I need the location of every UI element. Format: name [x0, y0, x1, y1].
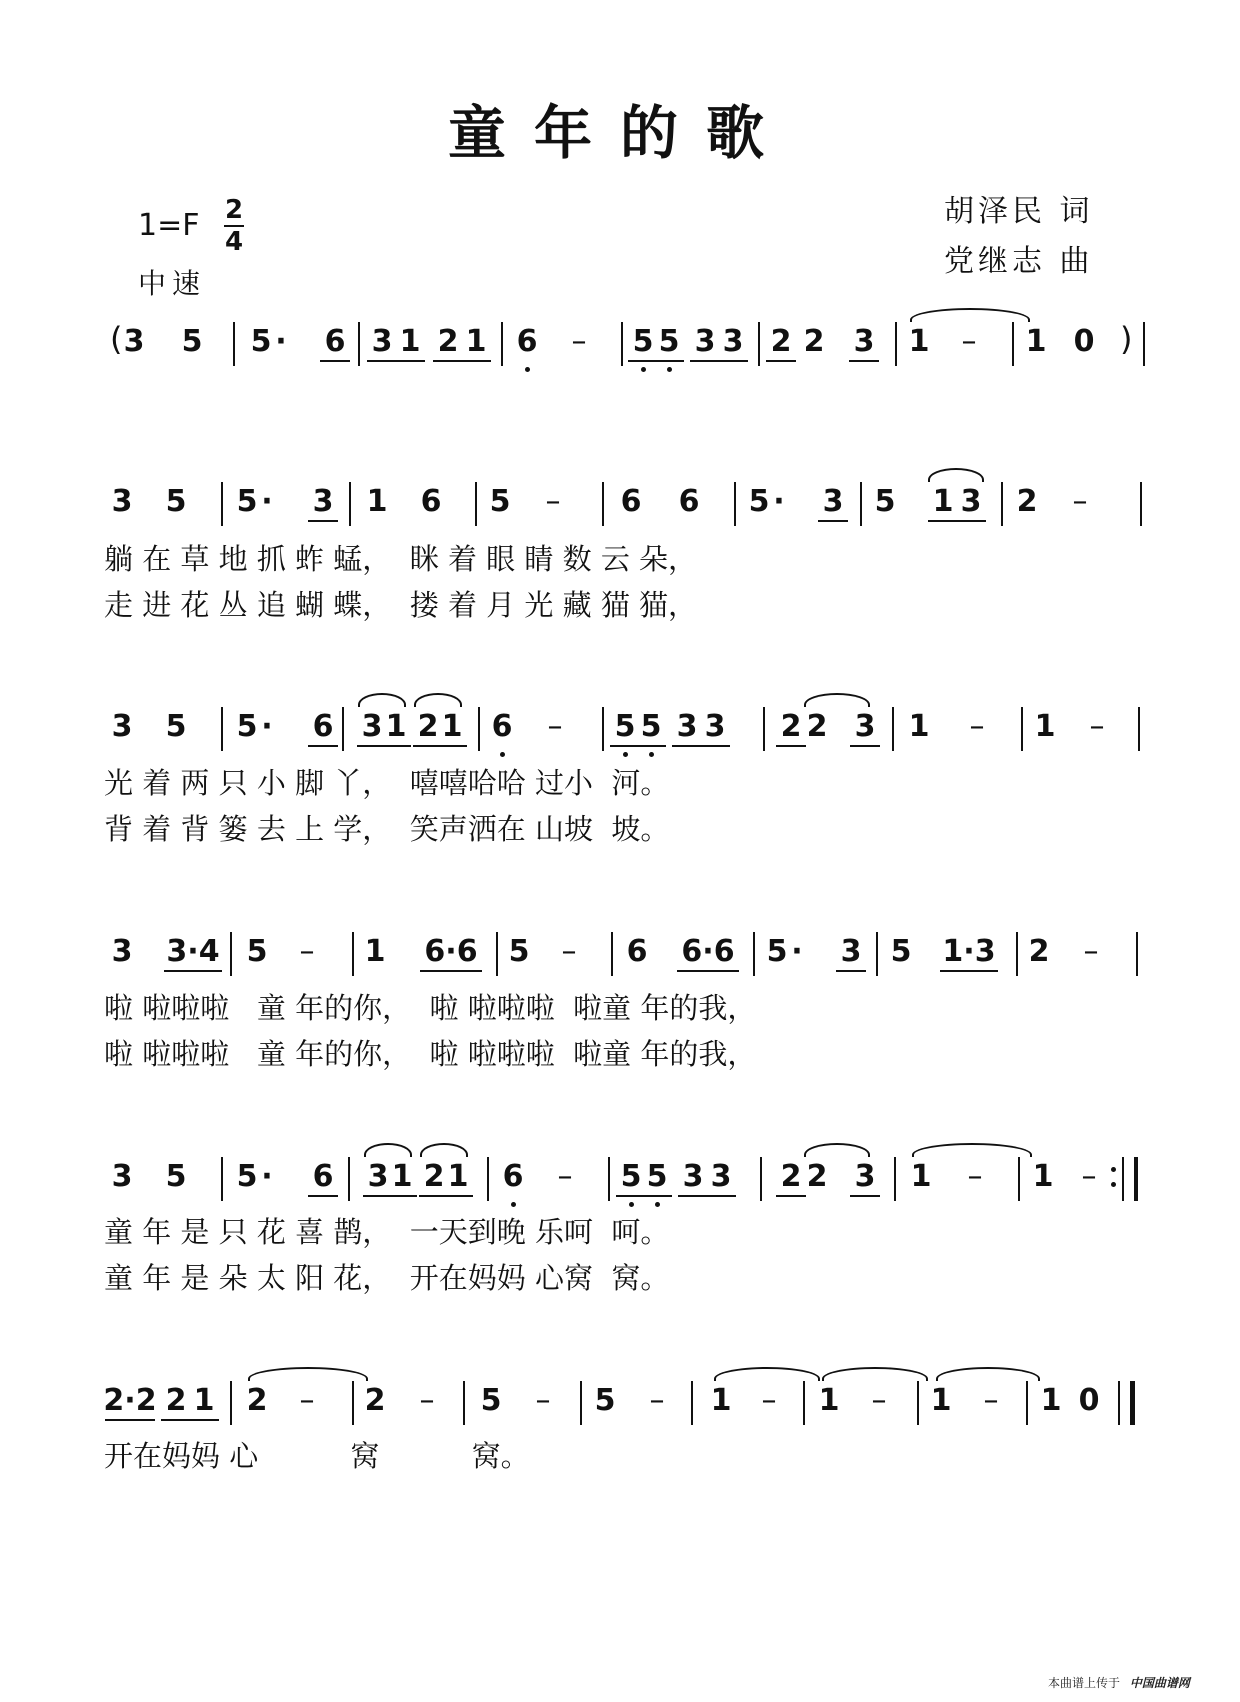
lyric-line: 啦 啦啦啦 童 年的你， 啦 啦啦啦 啦童 年的我， — [104, 991, 757, 1025]
note: 2 — [1016, 484, 1038, 519]
barline — [1138, 707, 1140, 751]
note: 5 — [748, 484, 770, 519]
note: 5 — [614, 1157, 648, 1197]
barline — [1026, 1381, 1028, 1425]
barline — [760, 1157, 762, 1201]
barline — [230, 932, 232, 976]
song-title: 童年的歌 — [447, 99, 792, 167]
footer-site-name[interactable]: 中国曲谱网 — [1129, 1676, 1190, 1690]
note: 6 — [620, 484, 642, 519]
note: 2 — [774, 707, 808, 747]
dash: – — [547, 709, 563, 744]
note: 1 — [926, 482, 960, 522]
note: 5 — [480, 1383, 502, 1418]
lyric-line: 啦 啦啦啦 童 年的你， 啦 啦啦啦 啦童 年的我， — [104, 1037, 757, 1071]
dash: – — [871, 1383, 887, 1418]
open-paren: ( — [110, 320, 123, 358]
barline — [892, 707, 894, 751]
note: 3 — [111, 1159, 133, 1194]
dash: – — [419, 1383, 435, 1418]
barline — [602, 707, 604, 751]
barline — [580, 1381, 582, 1425]
note-group: 6·6 — [418, 932, 484, 972]
barline — [917, 1381, 919, 1425]
dash: – — [761, 1383, 777, 1418]
note: 2 — [1028, 934, 1050, 969]
note: 0 — [1073, 324, 1095, 359]
note: 5 — [626, 322, 660, 362]
system-2-notes — [0, 707, 1240, 759]
barline — [876, 932, 878, 976]
barline — [803, 1381, 805, 1425]
note: 3 — [111, 934, 133, 969]
final-barline — [1118, 1381, 1135, 1425]
note: 2 — [431, 322, 465, 362]
time-signature — [222, 196, 246, 256]
note: 1 — [1034, 709, 1056, 744]
dash: – — [649, 1383, 665, 1418]
note: 2 — [364, 1383, 386, 1418]
note: 6 — [318, 322, 352, 362]
lyricist-credit: 胡泽民 词 — [944, 194, 1094, 229]
augmentation-dot: · — [773, 484, 785, 519]
system-0-notes — [0, 322, 1240, 374]
note: 2 — [159, 1381, 193, 1421]
note: 1 — [908, 709, 930, 744]
dash: – — [561, 934, 577, 969]
note: 3 — [306, 482, 340, 522]
barline — [758, 322, 760, 366]
note: 5 — [640, 1157, 674, 1197]
lyric-line: 开在妈妈 心 窝 窝。 — [104, 1439, 530, 1473]
barline — [221, 707, 223, 751]
note: 6 — [306, 1157, 340, 1197]
note: 5 — [236, 484, 258, 519]
slur — [358, 693, 406, 707]
barline — [221, 482, 223, 526]
note: 3 — [698, 707, 732, 747]
lyric-line: 躺 在 草 地 抓 蚱 蜢， 眯 着 眼 睛 数 云 朵， — [104, 542, 698, 576]
note: 3 — [816, 482, 850, 522]
note: 3 — [704, 1157, 738, 1197]
barline — [1018, 1157, 1020, 1201]
note: 0 — [1078, 1383, 1100, 1418]
note: 3 — [365, 322, 399, 362]
augmentation-dot: · — [261, 484, 273, 519]
note: 5 — [236, 709, 258, 744]
system-4-notes — [0, 1157, 1240, 1209]
key-signature: 1=F — [138, 208, 200, 243]
barline — [1136, 932, 1138, 976]
note: 5 — [508, 934, 530, 969]
tie — [822, 1367, 928, 1381]
note: 1 — [364, 934, 386, 969]
augmentation-dot: · — [275, 324, 287, 359]
note: 1 — [710, 1383, 732, 1418]
dash: – — [1083, 934, 1099, 969]
note: 1 — [910, 1159, 932, 1194]
note: 5 — [181, 324, 203, 359]
system-3-notes — [0, 932, 1240, 984]
note: 2 — [417, 1157, 451, 1197]
barline — [734, 482, 736, 526]
composer-credit: 党继志 曲 — [944, 244, 1094, 279]
note: 6 — [420, 484, 442, 519]
time-signature-bottom: 4 — [224, 227, 244, 257]
lyric-line: 背 着 背 篓 去 上 学， 笑声洒在 山坡 坡。 — [104, 812, 670, 846]
note: 5 — [250, 324, 272, 359]
note: 3 — [688, 322, 722, 362]
repeat-end-barline — [1122, 1157, 1138, 1201]
note: 3 — [355, 707, 389, 747]
lyric-line: 童 年 是 朵 太 阳 花， 开在妈妈 心窝 窝。 — [104, 1261, 670, 1295]
tie — [912, 1143, 1032, 1157]
augmentation-dot: · — [261, 709, 273, 744]
note: 6 — [510, 322, 544, 362]
note: 6 — [678, 484, 700, 519]
lyric-line: 童 年 是 只 花 喜 鹊， 一天到晚 乐呵 呵。 — [104, 1215, 670, 1249]
note: 3 — [670, 707, 704, 747]
barline — [348, 1157, 350, 1201]
note: 1 — [435, 707, 469, 747]
note: 3 — [847, 322, 881, 362]
barline — [691, 1381, 693, 1425]
note: 1 — [366, 484, 388, 519]
note: 1 — [441, 1157, 475, 1197]
dash: – — [545, 484, 561, 519]
barline — [1016, 932, 1018, 976]
tempo-marking: 中速 — [138, 267, 207, 300]
barline — [1143, 322, 1145, 366]
note: 3 — [676, 1157, 710, 1197]
barline — [342, 707, 344, 751]
slur — [364, 1143, 412, 1157]
barline — [230, 1381, 232, 1425]
barline — [894, 1157, 896, 1201]
note: 5 — [165, 484, 187, 519]
barline — [621, 322, 623, 366]
note: 5 — [634, 707, 668, 747]
dash: – — [1072, 484, 1088, 519]
barline — [487, 1157, 489, 1201]
dash: – — [535, 1383, 551, 1418]
note: 6 — [626, 934, 648, 969]
note: 5 — [874, 484, 896, 519]
note: 1 — [908, 324, 930, 359]
note: 2 — [411, 707, 445, 747]
note: 5 — [236, 1159, 258, 1194]
note: 1 — [459, 322, 493, 362]
footer — [1048, 1674, 1190, 1691]
note: 6 — [306, 707, 340, 747]
note: 1 — [187, 1381, 221, 1421]
barline — [501, 322, 503, 366]
barline — [895, 322, 897, 366]
note: 5 — [890, 934, 912, 969]
dash: – — [1081, 1159, 1097, 1194]
dash: – — [967, 1159, 983, 1194]
note: 3 — [111, 709, 133, 744]
note-group: 1·3 — [938, 932, 1000, 972]
barline — [860, 482, 862, 526]
note-group: 2·2 — [103, 1381, 157, 1421]
barline — [358, 322, 360, 366]
note: 1 — [818, 1383, 840, 1418]
note: 1 — [930, 1383, 952, 1418]
barline — [611, 932, 613, 976]
barline — [1001, 482, 1003, 526]
barline — [608, 1157, 610, 1201]
system-5-notes — [0, 1381, 1240, 1433]
barline — [1012, 322, 1014, 366]
note: 1 — [1025, 324, 1047, 359]
note: 5 — [165, 1159, 187, 1194]
note: 1 — [393, 322, 427, 362]
system-1-notes — [0, 482, 1240, 534]
barline — [1021, 707, 1023, 751]
note: 3 — [111, 484, 133, 519]
note: 2 — [806, 709, 828, 744]
time-signature-top: 2 — [224, 195, 244, 225]
barline — [763, 707, 765, 751]
note: 3 — [123, 324, 145, 359]
note: 3 — [954, 482, 988, 522]
barline — [475, 482, 477, 526]
note: 1 — [1040, 1383, 1062, 1418]
note: 2 — [806, 1159, 828, 1194]
note: 3 — [716, 322, 750, 362]
barline — [221, 1157, 223, 1201]
slur — [414, 693, 462, 707]
note: 1 — [385, 1157, 419, 1197]
note: 2 — [246, 1383, 268, 1418]
barline — [233, 322, 235, 366]
augmentation-dot: · — [261, 1159, 273, 1194]
barline — [349, 482, 351, 526]
note: 3 — [834, 932, 868, 972]
tie — [248, 1367, 368, 1381]
note: 5 — [594, 1383, 616, 1418]
dash: – — [969, 709, 985, 744]
note-group: 6·6 — [675, 932, 741, 972]
dash: – — [983, 1383, 999, 1418]
dash: – — [299, 1383, 315, 1418]
barline — [478, 707, 480, 751]
barline — [602, 482, 604, 526]
note: 2 — [774, 1157, 808, 1197]
tie — [804, 693, 870, 707]
tie — [714, 1367, 820, 1381]
dash: – — [1089, 709, 1105, 744]
dash: – — [557, 1159, 573, 1194]
barline — [753, 932, 755, 976]
barline — [352, 932, 354, 976]
note: 2 — [764, 322, 798, 362]
lyric-line: 走 进 花 丛 追 蝴 蝶， 搂 着 月 光 藏 猫 猫， — [104, 588, 698, 622]
note: 5 — [608, 707, 642, 747]
barline — [352, 1381, 354, 1425]
dash: – — [571, 324, 587, 359]
barline — [1140, 482, 1142, 526]
note: 5 — [652, 322, 686, 362]
note-group: 3·4 — [162, 932, 224, 972]
note: 1 — [1032, 1159, 1054, 1194]
note: 3 — [361, 1157, 395, 1197]
slur — [420, 1143, 468, 1157]
barline — [463, 1381, 465, 1425]
note: 5 — [165, 709, 187, 744]
note: 5 — [489, 484, 511, 519]
close-paren: ) — [1120, 320, 1133, 358]
note: 6 — [485, 707, 519, 747]
slur — [928, 468, 984, 482]
barline — [496, 932, 498, 976]
dash: – — [299, 934, 315, 969]
tie — [936, 1367, 1040, 1381]
footer-uploaded-text: 本曲谱上传于 — [1048, 1676, 1121, 1690]
note: 3 — [848, 1157, 882, 1197]
tie — [804, 1143, 870, 1157]
tie — [910, 308, 1030, 322]
note: 2 — [803, 324, 825, 359]
note: 6 — [496, 1157, 530, 1197]
augmentation-dot: · — [791, 934, 803, 969]
lyric-line: 光 着 两 只 小 脚 丫， 嘻嘻哈哈 过小 河。 — [104, 766, 670, 800]
note: 5 — [766, 934, 788, 969]
note: 5 — [246, 934, 268, 969]
repeat-dots — [1110, 1167, 1116, 1187]
dash: – — [961, 324, 977, 359]
note: 1 — [379, 707, 413, 747]
note: 3 — [848, 707, 882, 747]
